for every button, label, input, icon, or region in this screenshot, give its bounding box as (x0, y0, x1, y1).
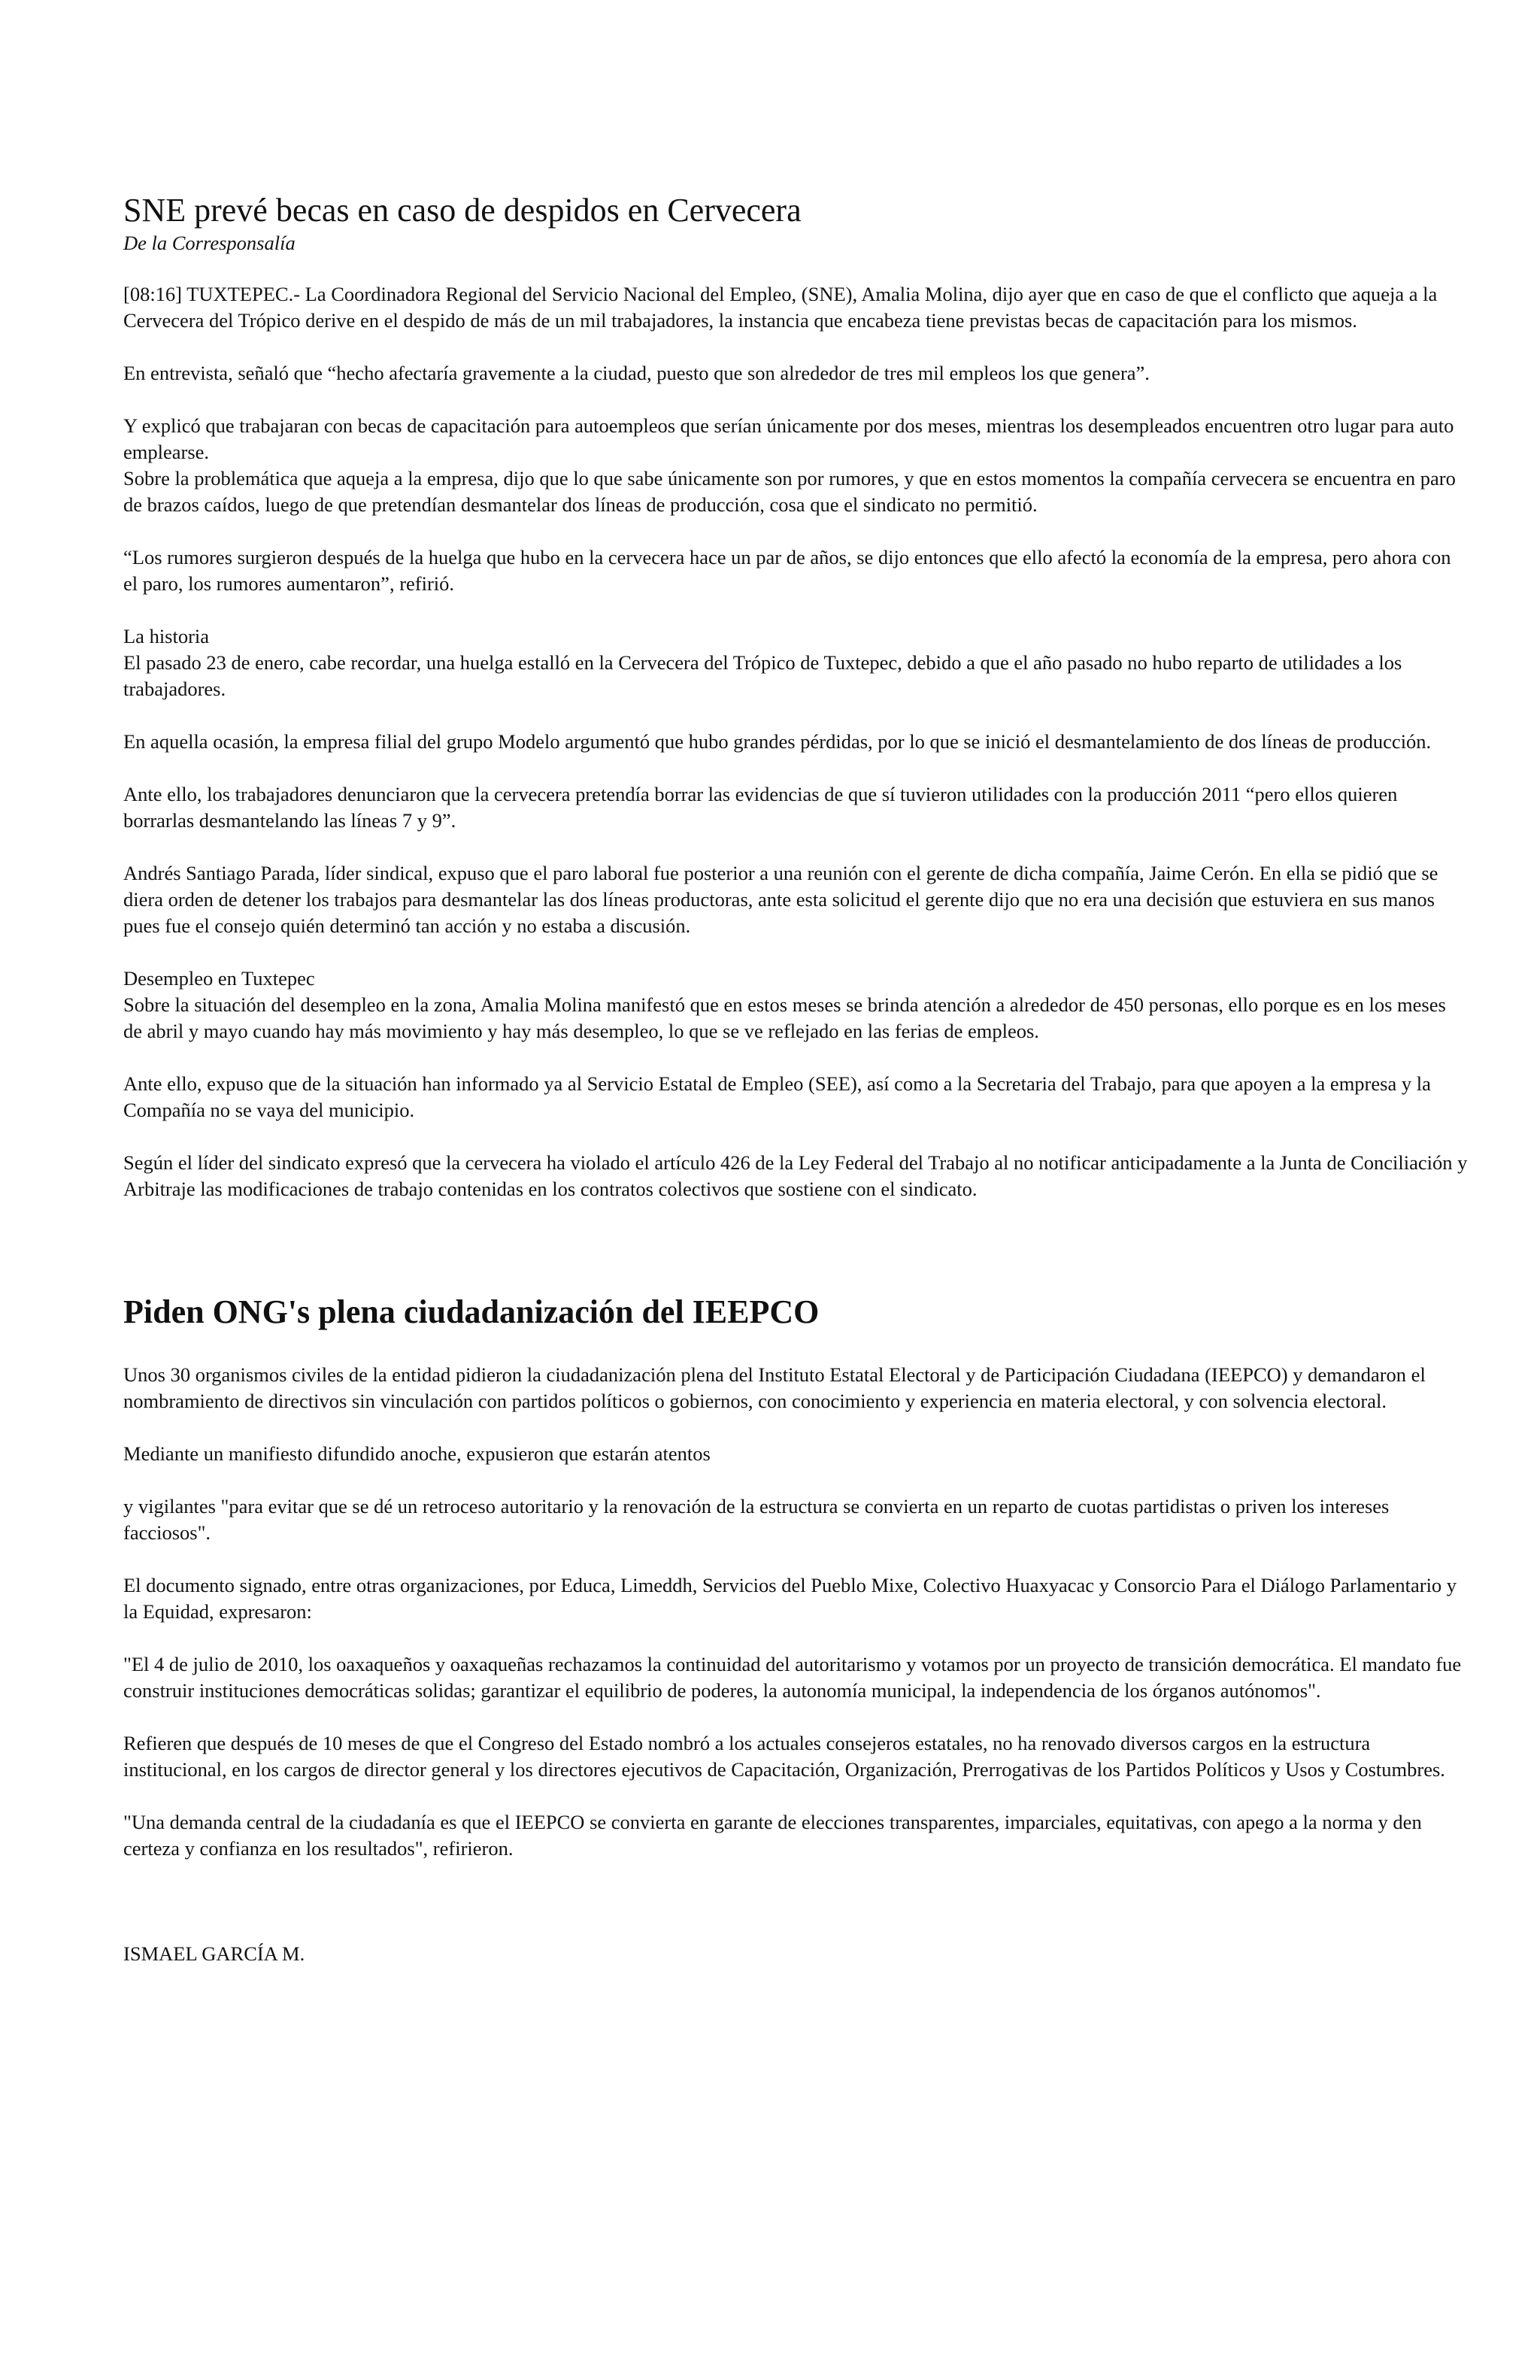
article-1-paragraph: Sobre la situación del desempleo en la zona, Amalia Molina manifestó que en estos meses se brinda atención a alrededor de 450 personas, ello porque es en los meses de abril y mayo cuando hay más movimiento y hay más desempleo, lo que se ve reflejado en las ferias de empleos. (123, 993, 1446, 1042)
document-page (123, 189, 1469, 1967)
article-2-paragraph: y vigilantes "para evitar que se dé un retroceso autoritario y la renovación de la estructura se convierta en un reparto de cuotas partidistas o priven los intereses facciosos". (123, 1495, 1390, 1544)
author-signature: ISMAEL GARCÍA M. (123, 1942, 305, 1965)
article-1-paragraph: Ante ello, expuso que de la situación han informado ya al Servicio Estatal de Empleo (SEE), así como a la Secretaria del Trabajo, para que apoyen a la empresa y la Compañía no se vaya del municipio. (123, 1072, 1431, 1121)
article-2-paragraph: Refieren que después de 10 meses de que el Congreso del Estado nombró a los actuales consejeros estatales, no ha renovado diversos cargos en la estructura institucional, en los cargos de director general y los directores ejecutivos de Capacitación, Organización, Prerrogativas de los Partidos Políticos y Usos y Costumbres. (123, 1732, 1445, 1781)
section-heading-desempleo: Desempleo en Tuxtepec (123, 967, 315, 990)
article-1-byline: De la Corresponsalía (123, 232, 296, 254)
article-1-paragraph: [08:16] TUXTEPEC.- La Coordinadora Regional del Servicio Nacional del Empleo, (SNE), Amalia Molina, dijo ayer que en caso de que el conflicto que aqueja a la Cervecera del Trópico derive en el despido de más de un mil trabajadores, la instancia que encabeza tiene previstas becas de capacitación para los mismos. (123, 283, 1438, 332)
article-2-paragraph: "El 4 de julio de 2010, los oaxaqueños y oaxaqueñas rechazamos la continuidad del autoritarismo y votamos por un proyecto de transición democrática. El mandato fue construir instituciones democráticas solidas; garantizar el equilibrio de poderes, la autonomía municipal, la independencia de los órganos autónomos". (123, 1653, 1462, 1702)
article-1-paragraph: Sobre la problemática que aqueja a la empresa, dijo que lo que sabe únicamente son por rumores, y que en estos momentos la compañía cervecera se encuentra en paro de brazos caídos, luego de que pretendían desmantelar dos líneas de producción, cosa que el sindicato no permitió. (123, 467, 1456, 516)
article-1-paragraph: El pasado 23 de enero, cabe recordar, una huelga estalló en la Cervecera del Trópico de Tuxtepec, debido a que el año pasado no hubo reparto de utilidades a los trabajadores. (123, 651, 1402, 700)
article-1-paragraph: Según el líder del sindicato expresó que la cervecera ha violado el artículo 426 de la Ley Federal del Trabajo al no notificar anticipadamente a la Junta de Conciliación y Arbitraje las modificaciones de trabajo contenidas en los contratos colectivos que sostiene con el sindicato. (123, 1151, 1468, 1200)
article-2-paragraph: "Una demanda central de la ciudadanía es que el IEEPCO se convierta en garante de elecciones transparentes, imparciales, equitativas, con apego a la norma y den certeza y confianza en los resultados", refirieron. (123, 1811, 1422, 1860)
article-1-paragraph: En entrevista, señaló que “hecho afectaría gravemente a la ciudad, puesto que son alrededor de tres mil empleos los que genera”. (123, 362, 1150, 384)
article-1-paragraph: Ante ello, los trabajadores denunciaron que la cervecera pretendía borrar las evidencias de que sí tuvieron utilidades con la producción 2011 “pero ellos quieren borrarlas desmantelando las líneas 7 y 9”. (123, 783, 1398, 832)
article-1-paragraph: “Los rumores surgieron después de la huelga que hubo en la cervecera hace un par de años, se dijo entonces que ello afectó la economía de la empresa, pero ahora con el paro, los rumores aumentaron”, refirió. (123, 546, 1451, 595)
article-1-paragraph: Andrés Santiago Parada, líder sindical, expuso que el paro laboral fue posterior a una reunión con el gerente de dicha compañía, Jaime Cerón. En ella se pidió que se diera orden de detener los trabajos para desmantelar las dos líneas productoras, ante esta solicitud el gerente dijo que no era una decisión que estuviera en sus manos pues fue el consejo quién determinó tan acción y no estaba a discusión. (123, 862, 1438, 937)
article-2-paragraph: El documento signado, entre otras organizaciones, por Educa, Limeddh, Servicios del Pueblo Mixe, Colectivo Huaxyacac y Consorcio Para el Diálogo Parlamentario y la Equidad, expresaron: (123, 1574, 1457, 1623)
article-1-paragraph: En aquella ocasión, la empresa filial del grupo Modelo argumentó que hubo grandes pérdidas, por lo que se inició el desmantelamiento de dos líneas de producción. (123, 730, 1432, 753)
article-1-title: SNE prevé becas en caso de despidos en Cervecera (123, 192, 802, 229)
article-2-paragraph: Mediante un manifiesto difundido anoche, expusieron que estarán atentos (123, 1442, 711, 1465)
article-2-title: Piden ONG's plena ciudadanización del IEEPCO (123, 1293, 820, 1330)
article-2-paragraph: Unos 30 organismos civiles de la entidad pidieron la ciudadanización plena del Instituto Estatal Electoral y de Participación Ciudadana (IEEPCO) y demandaron el nombramiento de directivos sin vinculación con partidos políticos o gobiernos, con conocimiento y experiencia en materia electoral, y con solvencia electoral. (123, 1363, 1426, 1412)
section-heading-la-historia: La historia (123, 625, 210, 647)
article-1-paragraph: Y explicó que trabajaran con becas de capacitación para autoempleos que serían únicamente por dos meses, mientras los desempleados encuentren otro lugar para auto emplearse. (123, 414, 1454, 463)
